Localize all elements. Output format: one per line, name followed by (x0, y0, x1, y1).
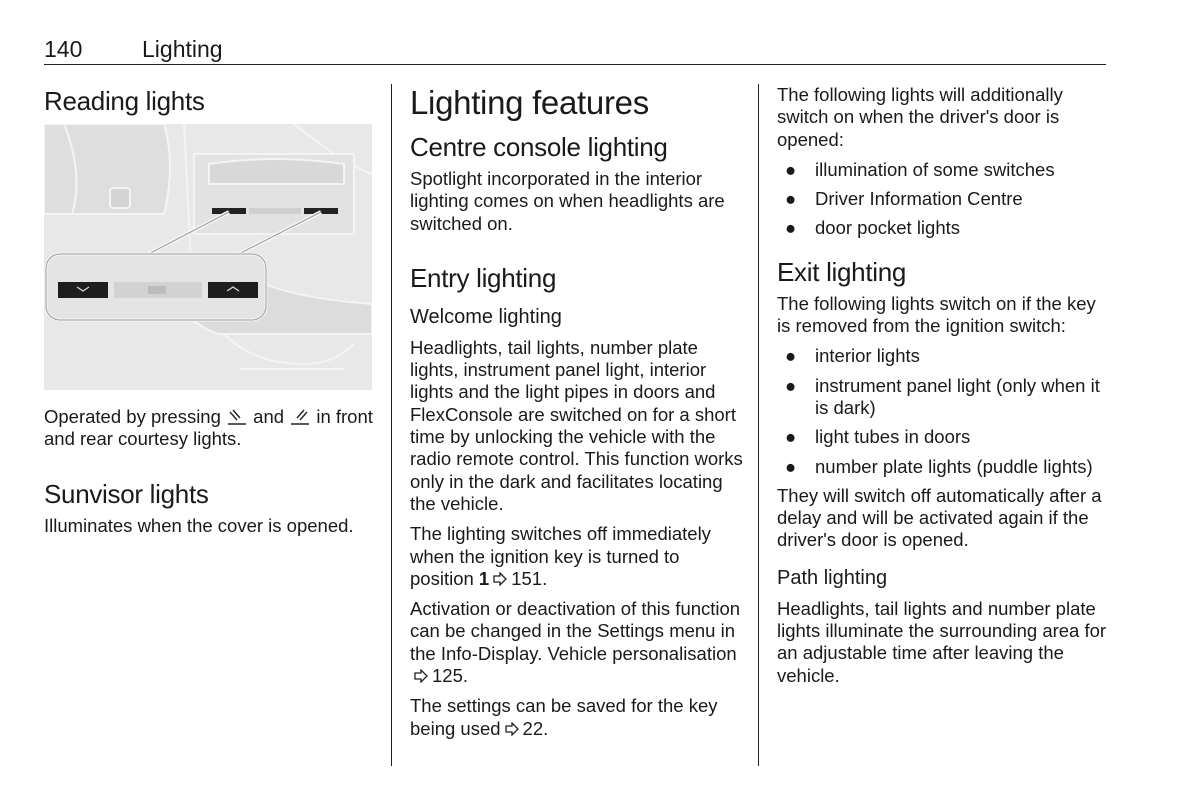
bullet-icon: ● (785, 158, 797, 180)
reading-lights-heading: Reading lights (44, 86, 205, 116)
list-item-text: door pocket lights (815, 217, 961, 239)
centre-console-heading: Centre console lighting (410, 132, 668, 162)
list-item (777, 456, 1112, 478)
welcome-lighting-heading: Welcome lighting (410, 305, 562, 328)
list-item-text: instrument panel light (only when it is dark) (815, 374, 1100, 418)
list-item-text: number plate lights (puddle lights) (815, 455, 1093, 477)
path-lighting-heading: Path lighting (777, 566, 888, 589)
driver-door-lights-list (777, 159, 1112, 240)
column-3 (777, 84, 1112, 695)
bullet-icon: ● (785, 455, 797, 477)
list-item (777, 345, 1112, 367)
list-item-text: illumination of some switches (815, 158, 1055, 180)
bullet-icon: ● (785, 374, 797, 396)
ignition-switch-off-text (410, 523, 745, 590)
list-item (777, 188, 1112, 210)
page-number: 140 (44, 36, 83, 62)
overhead-console-reading-lights-illustration (44, 124, 372, 390)
exit-lighting-heading: Exit lighting (777, 256, 907, 287)
page-reference-link[interactable]: 125. (432, 665, 469, 687)
exit-lights-list (777, 345, 1112, 477)
reading-text-part: and (253, 406, 285, 427)
path-lighting-text: Headlights, tail lights and number plate lights illuminate the surrounding area for an adjustable time after leaving the vehicle. (777, 597, 1107, 686)
list-item-text: light tubes in doors (815, 426, 971, 448)
list-item-text: interior lights (815, 345, 920, 367)
bullet-icon: ● (785, 426, 797, 448)
bullet-icon: ● (785, 217, 797, 239)
page-reference-icon (413, 669, 429, 683)
sunvisor-lights-heading: Sunvisor lights (44, 478, 209, 509)
settings-saved-text (410, 695, 745, 740)
reading-text-part: Operated by pressing (44, 406, 221, 427)
driver-door-intro-text: The following lights will additionally switch on when the driver's door is opened: (777, 84, 1063, 150)
reading-light-right-icon (289, 408, 311, 426)
column-divider-1 (391, 84, 392, 766)
list-item (777, 159, 1112, 181)
text-part: Activation or deactivation of this function can be changed in the Settings menu in the Info-Display. Vehicle personalisation (410, 598, 741, 664)
exit-lighting-off-text: They will switch off automatically after a delay and will be activated again if the driver's door is opened. (777, 484, 1102, 551)
section-name: Lighting (142, 36, 223, 62)
lighting-features-heading: Lighting features (410, 84, 649, 121)
list-item-text: Driver Information Centre (815, 188, 1023, 210)
sunvisor-lights-text: Illuminates when the cover is opened. (44, 514, 354, 536)
reading-lights-text (44, 406, 374, 451)
column-1 (44, 84, 374, 545)
welcome-lighting-text: Headlights, tail lights, number plate lights, instrument panel light, interior lights and the light pipes in doors and FlexConsole are switched on for a short time by unlocking the vehicle with the radio remote control. This function works only in the dark and facilitates locating the vehicle. (410, 336, 743, 514)
list-item (777, 217, 1112, 239)
list-item (777, 426, 1112, 448)
reading-text-part: in front and rear courtesy lights. (44, 406, 373, 450)
page-reference-link[interactable]: 22. (522, 717, 549, 739)
page-header (44, 34, 1106, 65)
position-number: 1 (478, 567, 490, 589)
bullet-icon: ● (785, 345, 797, 367)
centre-console-text: Spotlight incorporated in the interior lighting comes on when headlights are switched on. (410, 168, 725, 234)
page-reference-icon (492, 572, 508, 586)
reading-light-left-icon (226, 408, 248, 426)
text-part: The settings can be saved for the key being used (410, 695, 718, 739)
activation-text (410, 598, 745, 687)
entry-lighting-heading: Entry lighting (410, 262, 557, 293)
column-divider-2 (758, 84, 759, 766)
page-reference-link[interactable]: 151. (511, 567, 548, 589)
bullet-icon: ● (785, 188, 797, 210)
list-item (777, 375, 1112, 420)
page-reference-icon (504, 722, 520, 736)
column-2 (410, 84, 745, 748)
exit-lighting-text: The following lights switch on if the key is removed from the ignition switch: (777, 292, 1096, 337)
text-part: The lighting switches off immediately when the ignition key is turned to position (410, 523, 711, 589)
